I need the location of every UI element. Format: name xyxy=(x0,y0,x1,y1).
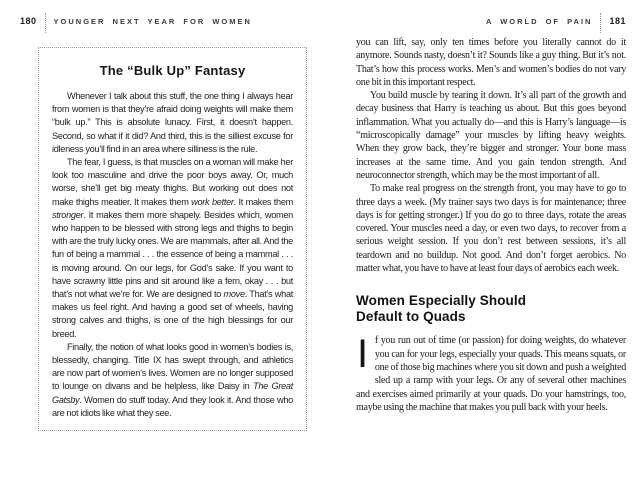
running-head-left: YOUNGER NEXT YEAR FOR WOMEN xyxy=(53,17,252,26)
paragraph: you can lift, say, only ten times before you literally cannot do it anymore. Sounds nasty, doesn’t it? Sounds like a guy thing. But it’s not. That’s how this process works. Men’s and women’s bodies do not vary one bit in this important respect. xyxy=(356,37,626,88)
paragraph: Whenever I talk about this stuff, the one thing I always hear from women is that they’re afraid doing weights will make them “bulk up.” This is absolute lunacy. First, it doesn’t happen. Second, so what if it did? And third, this is the silliest excuse for idleness you’ll find in an area where silliness is the rule. xyxy=(52,91,293,154)
header-dotted-rule-right xyxy=(600,13,601,33)
sidebar-box xyxy=(38,47,307,431)
dropcap-letter-I: I xyxy=(357,332,368,377)
folio-left: 180 xyxy=(20,16,37,26)
paragraph: You build muscle by tearing it down. It’s all part of the growth and decay business that Harry is teaching us about. But this goes beyond inflammation. What you actually do—and this is Harry’s language—is “microscopically damage” your muscles by lifting heavy weights. When they grow back, they’re bigger and stronger. Your bone mass increases at the same time. And you gain tendon strength. And neuroconnector strength, which may be the most important of all. xyxy=(356,90,626,181)
folio-right: 181 xyxy=(609,16,626,26)
paragraph: Finally, the notion of what looks good in women’s bodies is, blessedly, changing. Title IX has swept through, and athletics are now part of women’s lives. Women are no longer supposed to lounge on divans and be helpless, like Daisy in The Great Gatsby. Women do stuff today. And they look it. And those who are not idiots like what they see. xyxy=(52,341,293,418)
running-head-right: A WORLD OF PAIN xyxy=(485,17,593,26)
section-heading-line2: Default to Quads xyxy=(356,309,466,325)
running-header xyxy=(0,13,640,37)
header-dotted-rule-left xyxy=(45,13,46,33)
section-heading-line1: Women Especially Should xyxy=(356,293,527,309)
running-header-left xyxy=(20,13,252,33)
section-heading xyxy=(356,293,626,325)
sidebar-box-body xyxy=(52,90,293,420)
running-header-right xyxy=(486,13,626,33)
paragraph: To make real progress on the strength front, you may have to go to three days a week. (My trainer says two days is for maintenance; three days is for getting stronger.) If you do go to three days, rotate the areas covered. Your muscles need a day, or even two days, to recover from a serious weight session. If you don’t rest between sessions, it’s all teardown and no buildup. Not good. And don’t forget aerobics. No matter what, you have to have at least four days of aerobics each week. xyxy=(356,183,626,275)
section-paragraph-text: f you run out of time (or passion) for doing weights, do whatever you can for your legs, especially your quads. This means squats, or one of those big machines where you sit down and push a weighted sled up a ramp with your legs. Or any of several other machines and exercises aimed primarily at your quads. Do your hamstrings, too, maybe using the machine that makes you pull back with your heels. xyxy=(356,335,626,413)
paragraph: The fear, I guess, is that muscles on a woman will make her look too masculine and drive the poor boys away. Or, much worse, she’ll get big meaty thighs. But working out does not make thighs meatier. It makes them work better. It makes them stronger. It makes them more shapely. Besides which, women who happen to be blessed with strong legs and thighs to begin with are the truly lucky ones. We are mammals, after all. And the fun of being a mammal . . . the essence of being a mammal . . . is moving around. On our legs, for God’s sake. If you want to have scrawny little pins and sit around like a fern, okay . . . but that’s not what we’re for. We are designed to move. That’s what makes us feel right. And having a good set of wheels, having strong calves and thighs, is one of the high blessings for our breed. xyxy=(52,157,294,339)
body-text xyxy=(356,36,626,275)
sidebar-box-title: The “Bulk Up” Fantasy xyxy=(99,63,246,78)
dropcap-paragraph xyxy=(356,334,626,414)
right-page xyxy=(356,36,626,414)
